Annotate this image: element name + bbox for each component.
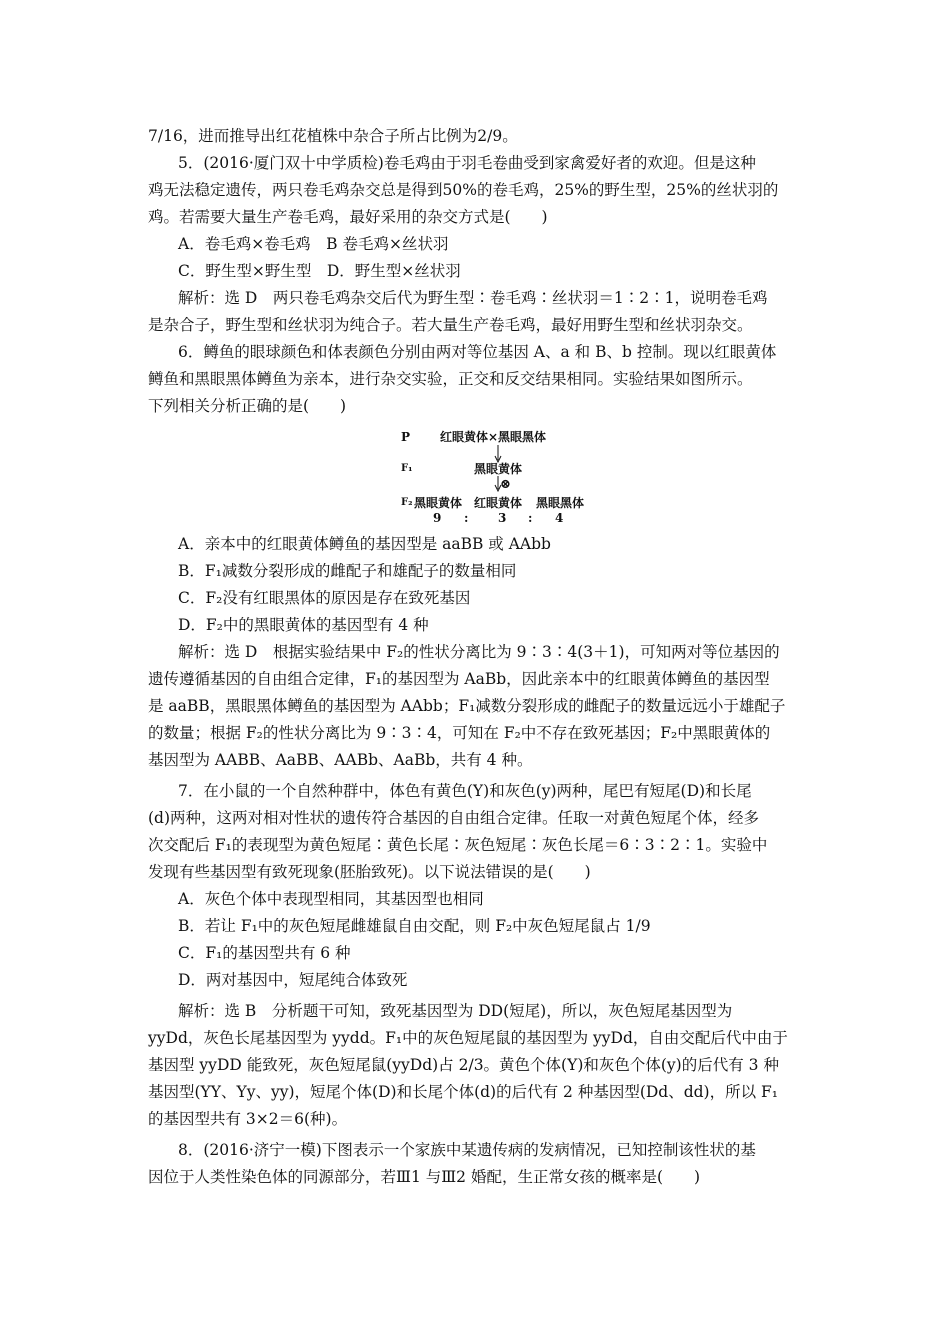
selfing-symbol: ⊗ [500,477,511,492]
option-line: A．亲本中的红眼黄体鳟鱼的基因型是 aaBB 或 AAbb [178,535,551,553]
ratio-value: 3 [498,511,507,525]
answer-line: 解析：选 B 分析题干可知，致死基因型为 DD(短尾)，所以，灰色短尾基因型为 [178,1002,733,1020]
option-line: A．卷毛鸡×卷毛鸡 B 卷毛鸡×丝状羽 [178,235,449,253]
text-line: 鳟鱼和黑眼黑体鳟鱼为亲本，进行杂交实验，正交和反交结果相同。实验结果如图所示。 [148,370,753,388]
option-line: C．F₁的基因型共有 6 种 [178,944,351,962]
option-line: B．若让 F₁中的灰色短尾雌雄鼠自由交配，则 F₂中灰色短尾鼠占 1/9 [178,917,651,935]
ratio-separator: : [528,511,533,525]
f2-label: F₂ [401,497,413,508]
text-line: 下列相关分析正确的是( ) [148,397,347,415]
option-line: A．灰色个体中表现型相同，其基因型也相同 [178,890,484,908]
p-label: P [401,430,411,444]
parents-text: 红眼黄体×黑眼黑体 [440,430,547,444]
text-line: 发现有些基因型有致死现象(胚胎致死)。以下说法错误的是( ) [148,863,591,881]
option-line: D．F₂中的黑眼黄体的基因型有 4 种 [178,616,429,634]
f1-text: 黑眼黄体 [474,462,523,476]
text-line: 是 aaBB，黑眼黑体鳟鱼的基因型为 AAbb；F₁减数分裂形成的雌配子的数量远远小于雄配子 [148,697,786,715]
text-line: 基因型为 AABB、AaBB、AABb、AaBb，共有 4 种。 [148,751,533,769]
f1-label: F₁ [401,463,413,474]
f2-phenotype: 黑眼黄体 [414,496,463,510]
cross-diagram [390,425,590,525]
ratio-value: 4 [555,511,564,525]
question-6-line: 6．鳟鱼的眼球颜色和体表颜色分别由两对等位基因 A、a 和 B、b 控制。现以红眼黄体 [178,343,777,361]
text-line: 次交配后 F₁的表现型为黄色短尾∶黄色长尾∶灰色短尾∶灰色长尾＝6∶3∶2∶1。实验中 [148,836,768,854]
text-line: 鸡无法稳定遗传，两只卷毛鸡杂交总是得到50%的卷毛鸡，25%的野生型，25%的丝状羽的 [148,181,779,199]
text-line: 基因型 yyDD 能致死，灰色短尾鼠(yyDd)占 2/3。黄色个体(Y)和灰色个体(y)的后代有 3 种 [148,1056,779,1074]
option-line: C．野生型×野生型 D．野生型×丝状羽 [178,262,461,280]
ratio-separator: : [464,511,469,525]
text-line: yyDd，灰色长尾基因型为 yydd。F₁中的灰色短尾鼠的基因型为 yyDd，自由交配后代中由于 [148,1029,788,1047]
text-line: (d)两种，这两对相对性状的遗传符合基因的自由组合定律。任取一对黄色短尾个体，经多 [148,809,760,827]
text-line: 的数量；根据 F₂的性状分离比为 9∶3∶4，可知在 F₂中不存在致死基因；F₂中黑眼黄体的 [148,724,771,742]
down-arrow-icon [490,445,506,463]
question-7-line: 7．在小鼠的一个自然种群中，体色有黄色(Y)和灰色(y)两种，尾巴有短尾(D)和长尾 [178,782,752,800]
text-line: 遗传遵循基因的自由组合定律，F₁的基因型为 AaBb，因此亲本中的红眼黄体鳟鱼的基因型 [148,670,770,688]
ratio-value: 9 [433,511,442,525]
text-line: 的基因型共有 3×2＝6(种)。 [148,1110,348,1128]
question-5-line: 5．(2016·厦门双十中学质检)卷毛鸡由于羽毛卷曲受到家禽爱好者的欢迎。但是这种 [178,154,756,172]
text-line: 基因型(YY、Yy、yy)，短尾个体(D)和长尾个体(d)的后代有 2 种基因型(Dd、dd)，所以 F₁ [148,1083,778,1101]
text-line: 7/16，进而推导出红花植株中杂合子所占比例为2/9。 [148,127,518,145]
answer-line: 解析：选 D 两只卷毛鸡杂交后代为野生型∶卷毛鸡∶丝状羽＝1∶2∶1，说明卷毛鸡 [178,289,768,307]
option-line: D．两对基因中，短尾纯合体致死 [178,971,408,989]
question-8-line: 8．(2016·济宁一模)下图表示一个家族中某遗传病的发病情况，已知控制该性状的基 [178,1141,756,1159]
text-line: 是杂合子，野生型和丝状羽为纯合子。若大量生产卷毛鸡，最好用野生型和丝状羽杂交。 [148,316,753,334]
option-line: C．F₂没有红眼黑体的原因是存在致死基因 [178,589,471,607]
option-line: B．F₁减数分裂形成的雌配子和雄配子的数量相同 [178,562,517,580]
answer-line: 解析：选 D 根据实验结果中 F₂的性状分离比为 9∶3∶4(3＋1)，可知两对等位基因的 [178,643,780,661]
text-line: 鸡。若需要大量生产卷毛鸡，最好采用的杂交方式是( ) [148,208,548,226]
text-line: 因位于人类性染色体的同源部分，若Ⅲ1 与Ⅲ2 婚配，生正常女孩的概率是( ) [148,1168,701,1186]
f2-phenotype: 黑眼黑体 [536,496,585,510]
f2-phenotype: 红眼黄体 [474,496,523,510]
